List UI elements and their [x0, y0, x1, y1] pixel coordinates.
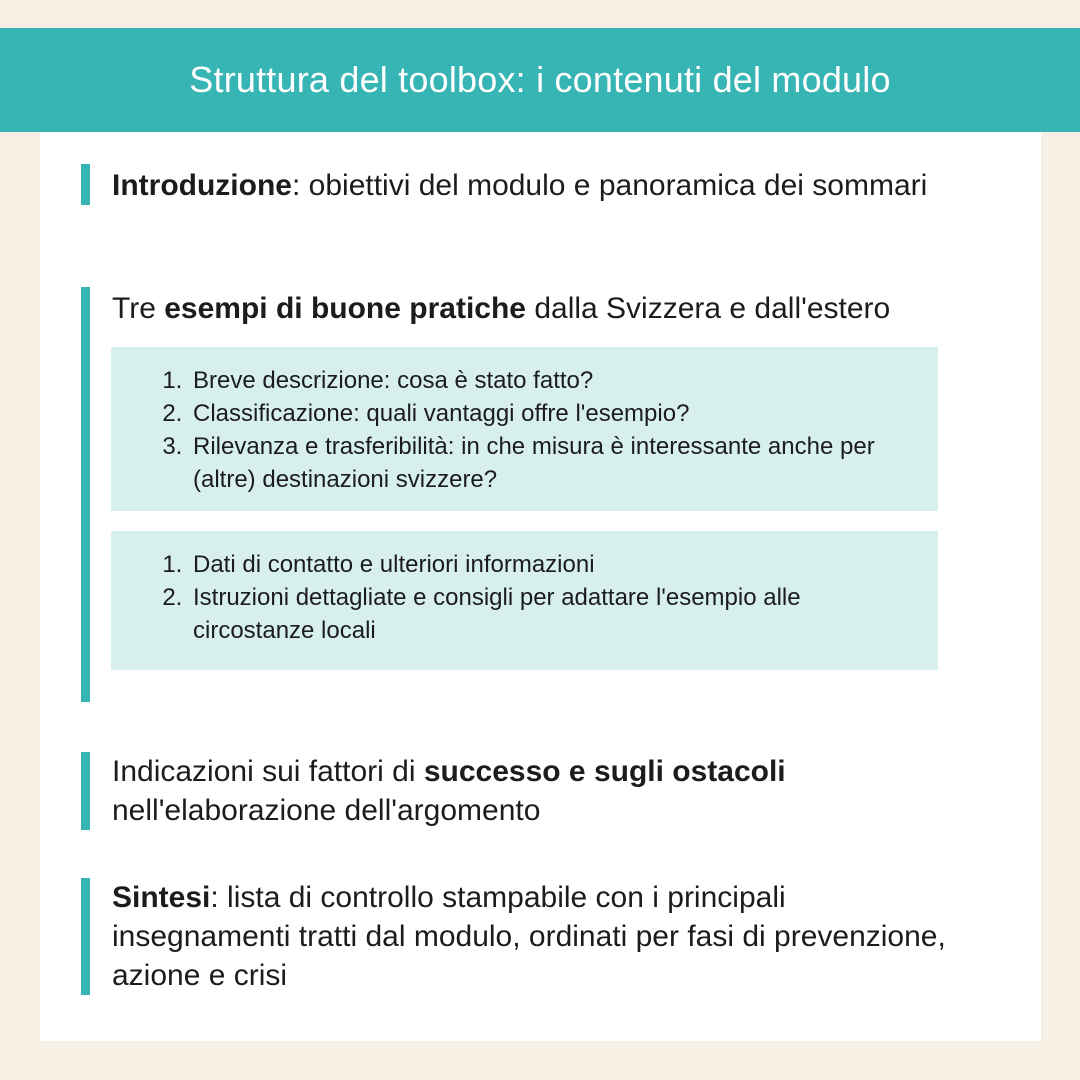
section-success-factors-text: [112, 752, 961, 830]
section-success-factors-heading: successo e sugli ostacoli: [423, 755, 786, 788]
list-item: 3. Rilevanza e trasferibilità: in che misura è interessante anche per (altre) destinazioni svizzere?: [189, 430, 898, 496]
list-item: 1. Dati di contatto e ulteriori informazioni: [189, 548, 898, 581]
section-good-practices-text: [112, 287, 961, 328]
page-title: Struttura del toolbox: i contenuti del modulo: [189, 59, 891, 100]
content-card: [40, 132, 1041, 1041]
section-success-factors-body: nell'elaborazione dell'argomento: [112, 794, 541, 827]
section-introduction-body: : obiettivi del modulo e panoramica dei sommari: [291, 169, 928, 202]
section-introduction: [81, 164, 961, 205]
section-summary: [81, 878, 961, 995]
practice-contact-list: [153, 548, 898, 647]
practice-contact-box: [111, 531, 938, 670]
practice-description-box: [111, 347, 938, 511]
section-good-practices-pre: Tre: [112, 292, 165, 325]
section-summary-text: [112, 878, 961, 995]
section-good-practices-heading: esempi di buone pratiche: [164, 292, 526, 325]
section-good-practices: [81, 287, 961, 702]
practice-description-list: [153, 364, 898, 496]
list-item: 1. Breve descrizione: cosa è stato fatto?: [189, 364, 898, 397]
header-banner: [0, 28, 1080, 132]
section-good-practices-body: dalla Svizzera e dall'estero: [525, 292, 891, 325]
section-summary-heading: Sintesi: [112, 881, 211, 914]
list-item: 2. Classificazione: quali vantaggi offre l'esempio?: [189, 397, 898, 430]
section-success-factors-pre: Indicazioni sui fattori di: [112, 755, 424, 788]
section-introduction-text: [112, 166, 961, 205]
section-introduction-heading: Introduzione: [112, 169, 292, 202]
list-item: 2. Istruzioni dettagliate e consigli per adattare l'esempio alle circostanze locali: [189, 581, 898, 647]
section-success-factors: [81, 752, 961, 830]
section-summary-body: : lista di controllo stampabile con i principali insegnamenti tratti dal modulo, ordinati per fasi di prevenzione, azione e crisi: [112, 881, 946, 992]
